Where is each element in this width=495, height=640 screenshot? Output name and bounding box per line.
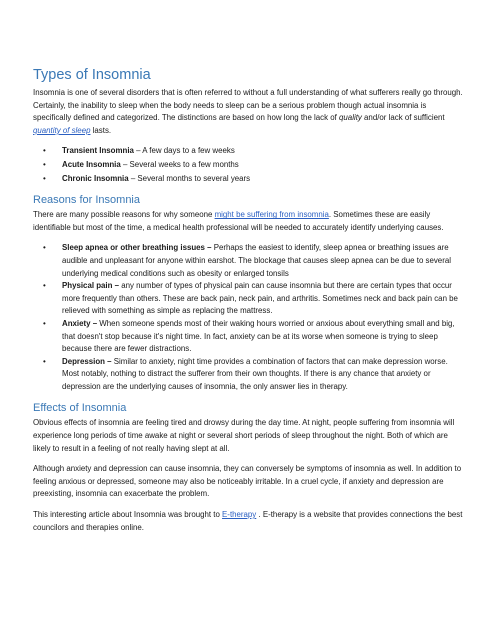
suffering-from-insomnia-link[interactable]: might be suffering from insomnia [214,210,329,220]
effects-heading: Effects of Insomnia [33,402,127,415]
insomnia-types-list [33,145,465,185]
list-item-physical-pain [33,280,465,318]
reason-term: Anxiety – [62,318,98,328]
list-item-acute [33,159,465,172]
list-item-depression [33,356,465,394]
bullet-icon: • [43,159,46,169]
reason-term: Depression – [62,356,112,366]
reasons-intro-text-end: . Sometimes these are easily identifiable but most of the time, a medical health professional will be needed to accurately identify underlying causes. [33,210,444,232]
bullet-icon: • [43,318,46,328]
list-item-sleep-apnea [33,242,465,280]
type-desc: – Several weeks to a few months [120,159,239,169]
reasons-heading: Reasons for Insomnia [33,194,140,207]
type-desc: – Several months to several years [128,173,251,183]
bullet-icon: • [43,281,46,291]
list-item-anxiety [33,318,465,356]
closing-text: This interesting article about Insomnia was brought to [33,510,223,520]
type-term: Acute Insomnia [62,159,121,169]
bullet-icon: • [43,243,46,253]
effects-paragraph-2: Although anxiety and depression can cause insomnia, they can conversely be symptoms of insomnia as well. In addition to feeling anxious or depressed, someone may also be noticeably irritable. In a cruel cycle, if anxiety and depression are preexisting, insomnia can exacerbate the problem. [33,464,462,499]
quantity-of-sleep-link[interactable] [33,126,90,135]
list-item-transient [33,145,465,158]
type-desc: – A few days to a few weeks [133,146,235,156]
list-item-chronic [33,173,465,186]
intro-italic-quality: quality [339,113,362,123]
reasons-list [33,242,465,393]
bullet-icon: • [43,146,46,156]
intro-text: Insomnia is one of several disorders that is often referred to without a full understanding of what sufferers really go through. Certainly, the inability to sleep when the body needs to sleep can be a serious problem though actual insomnia is specifically defined and categorized. The distinctions are based on how long the lack of [33,88,463,123]
e-therapy-link[interactable]: E-therapy [222,510,257,520]
reason-desc: any number of types of physical pain can cause insomnia but there are certain types that occur more frequently than others. These are back pain, neck pain, and arthritis. Sometimes neck and back pain can be relieved with something as simple as replacing the mattress. [62,281,458,316]
intro-text-end: lasts. [90,125,112,135]
article [33,66,465,542]
quantity-of-sleep-link-text[interactable]: quantity of sleep [33,125,91,135]
reason-desc: When someone spends most of their waking hours worried or anxious about everything small and big, that doesn't stop because it's night time. In fact, anxiety can be at its worse when someone is trying to sleep because there are fewer distractions. [62,318,455,354]
closing-paragraph [33,509,465,534]
type-term: Transient Insomnia [62,146,134,156]
reasons-intro-paragraph [33,209,465,234]
type-term: Chronic Insomnia [62,173,129,183]
page-title: Types of Insomnia [33,67,151,83]
reason-term: Sleep apnea or other breathing issues – [62,243,212,253]
effects-paragraph-1: Obvious effects of insomnia are feeling tired and drowsy during the day time. At night, people suffering from insomnia will experience long periods of time awake at night or several short periods of sleep throughout the night. Both of which are likely to result in a feeling of not really having slept at all. [33,418,455,453]
intro-paragraph [33,87,465,137]
bullet-icon: • [43,173,46,183]
reason-term: Physical pain – [62,281,120,291]
reasons-intro-text: There are many possible reasons for why someone [33,210,215,220]
reason-desc: Similar to anxiety, night time provides a combination of factors that can make depression worse. Most notably, nothing to distract the sufferer from their own thoughts. If there is any chance that anxiety or depression are the underlying causes of insomnia, the only answer lies in therapy. [62,356,448,391]
reason-desc: Perhaps the easiest to identify, sleep apnea or breathing issues are audible and unpleasant for anyone within earshot. The blockage that causes sleep apnea can be due to several underlying medical conditions such as obesity or enlarged tonsils [62,243,451,278]
intro-text-middle: and/or lack of sufficient [361,113,445,123]
bullet-icon: • [43,356,46,366]
closing-text-end: . E-therapy is a website that provides connections the best councilors and therapies online. [33,510,463,532]
